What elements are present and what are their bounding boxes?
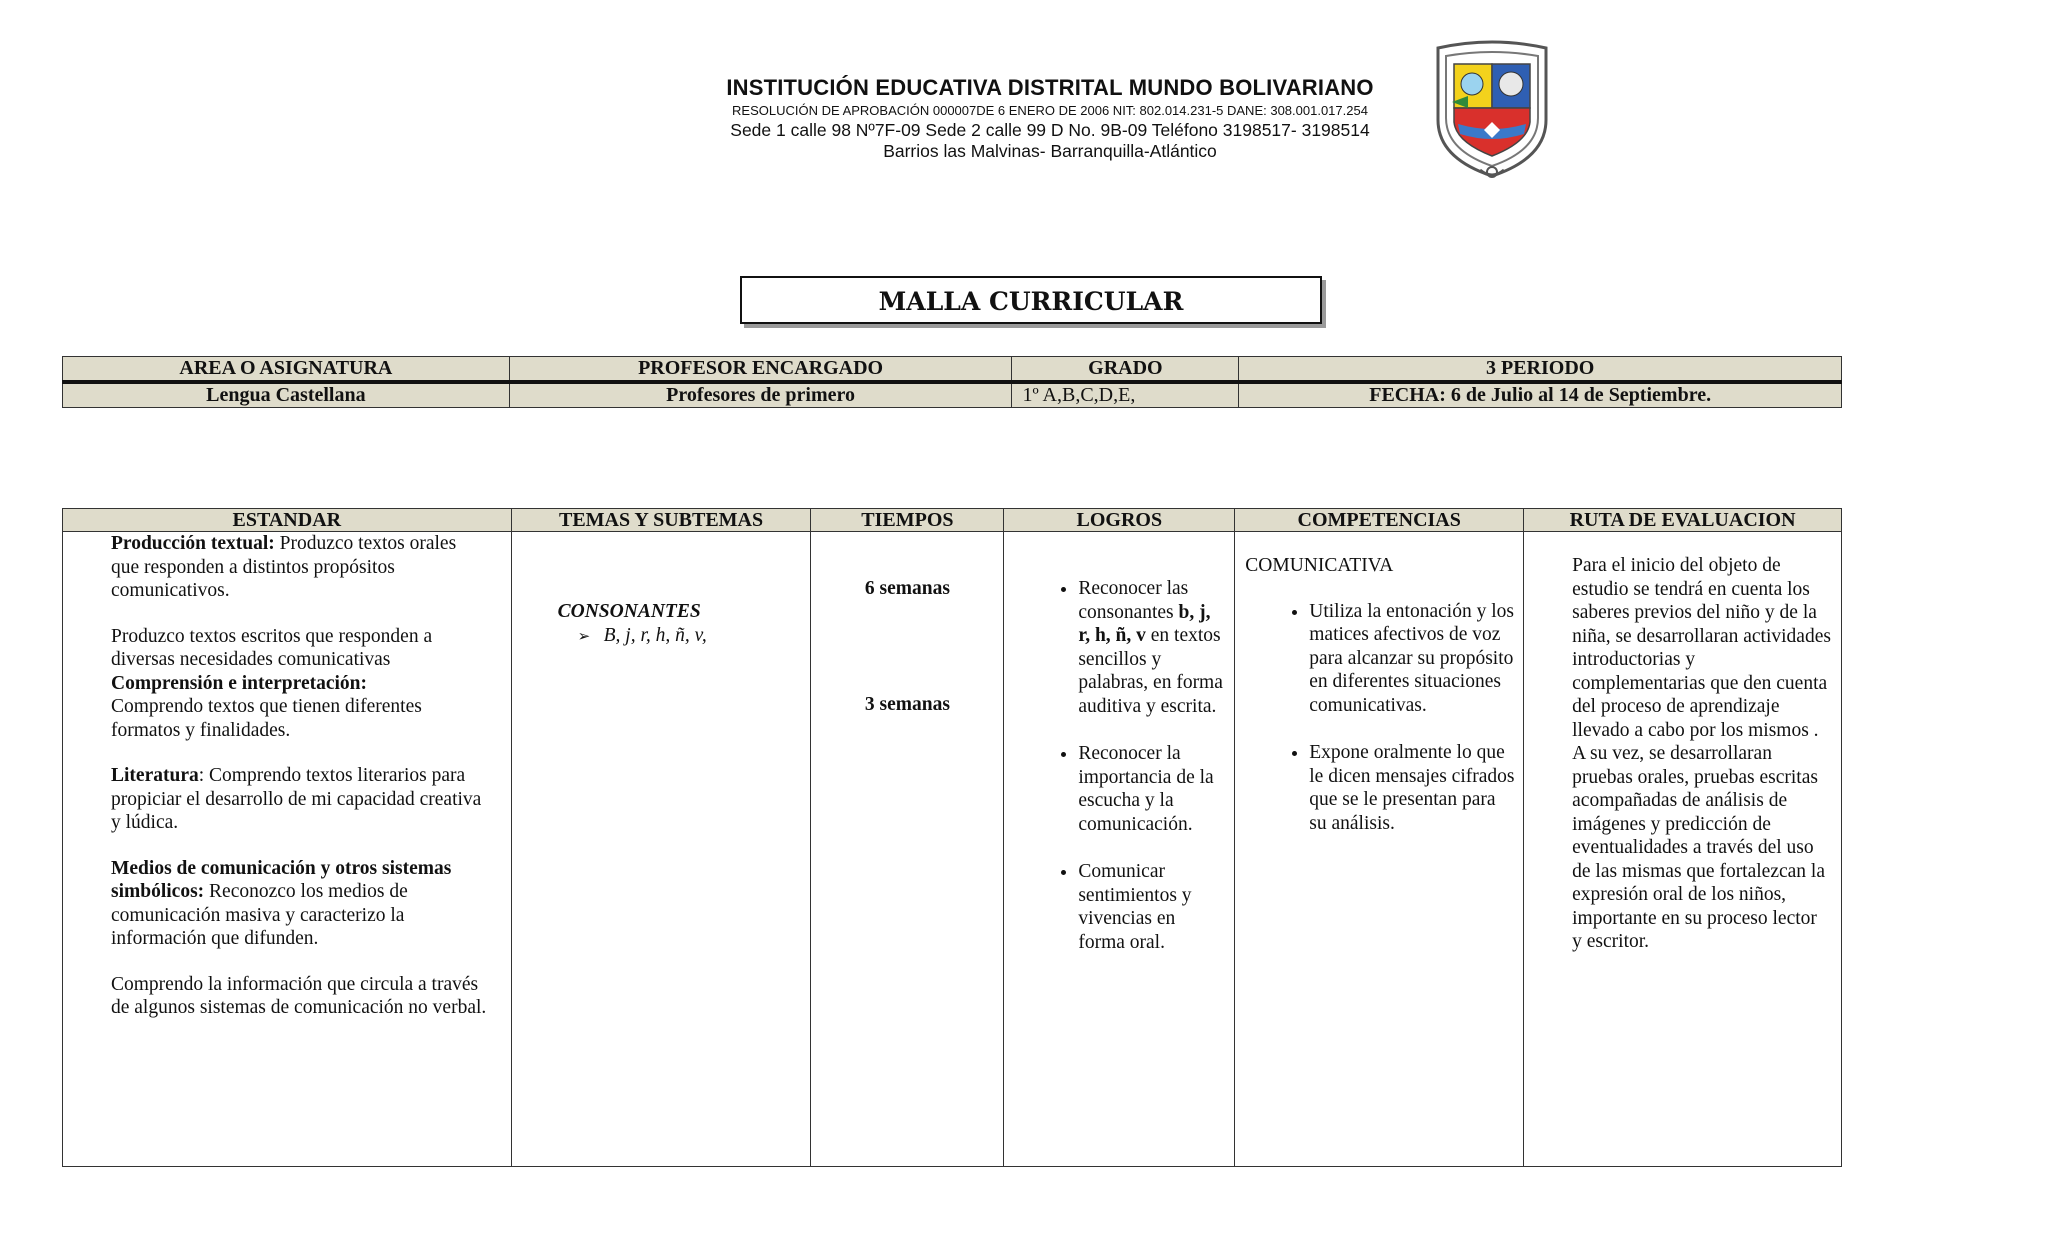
estandar-comprension: Comprensión e interpretación: Comprendo textos que tienen diferentes formatos y finalidades. <box>111 672 422 741</box>
temas-cell <box>511 532 811 1167</box>
period-header: 3 PERIODO <box>1239 357 1842 383</box>
temas-title: CONSONANTES <box>557 601 701 622</box>
competencia-heading: COMUNICATIVA <box>1245 555 1394 576</box>
competencias-cell <box>1235 532 1524 1167</box>
grade-header: GRADO <box>1012 357 1239 383</box>
col-temas: TEMAS Y SUBTEMAS <box>511 509 811 532</box>
info-value-row <box>63 382 1842 408</box>
course-info-table <box>62 356 1842 408</box>
logros-cell <box>1004 532 1235 1167</box>
curriculum-content-row <box>63 532 1842 1167</box>
logro-item: • Reconocer la importancia de la escucha y la comunicación. <box>1078 742 1226 836</box>
col-tiempos: TIEMPOS <box>811 509 1004 532</box>
school-crest-logo <box>1428 38 1556 183</box>
logro-item: • Comunicar sentimientos y vivencias en forma oral. <box>1078 860 1226 954</box>
area-value: Lengua Castellana <box>63 382 510 408</box>
tiempos-cell <box>811 532 1004 1167</box>
teacher-header: PROFESOR ENCARGADO <box>509 357 1012 383</box>
document-title: MALLA CURRICULAR <box>740 276 1322 324</box>
teacher-value: Profesores de primero <box>509 382 1012 408</box>
area-header: AREA O ASIGNATURA <box>63 357 510 383</box>
logro-item: • Reconocer las consonantes b, j, r, h, ñ, v en textos sencillos y palabras, en forma auditiva y escrita. <box>1078 577 1226 718</box>
estandar-cell <box>63 532 512 1167</box>
estandar-literatura: Literatura: Comprendo textos literarios para propiciar el desarrollo de mi capacidad creativa y lúdica. <box>111 765 482 833</box>
col-logros: LOGROS <box>1004 509 1235 532</box>
col-estandar: ESTANDAR <box>63 509 512 532</box>
grade-value: 1º A,B,C,D,E, <box>1012 382 1239 408</box>
estandar-produccion-oral: Producción textual: Produzco textos orales que responden a distintos propósitos comunicativos. <box>111 533 457 601</box>
col-ruta: RUTA DE EVALUACION <box>1524 509 1842 532</box>
competencia-item: • Utiliza la entonación y los matices afectivos de voz para alcanzar su propósito en diferentes situaciones comunicativas. <box>1309 600 1515 718</box>
ruta-cell <box>1524 532 1842 1167</box>
col-competencias: COMPETENCIAS <box>1235 509 1524 532</box>
curriculum-table <box>62 508 1842 1167</box>
competencia-item: • Expone oralmente lo que le dicen mensajes cifrados que se le presentan para su análisis. <box>1309 741 1515 835</box>
institution-name: INSTITUCIÓN EDUCATIVA DISTRITAL MUNDO BOLIVARIANO <box>726 75 1374 100</box>
estandar-produccion-escrita: Produzco textos escritos que responden a diversas necesidades comunicativas <box>111 625 433 670</box>
estandar-no-verbal: Comprendo la información que circula a través de algunos sistemas de comunicación no verbal. <box>111 973 487 1018</box>
location-line: Barrios las Malvinas- Barranquilla-Atlántico <box>883 141 1217 161</box>
school-header <box>600 74 1500 162</box>
date-value: FECHA: 6 de Julio al 14 de Septiembre. <box>1239 382 1842 408</box>
temas-item: ➢ B, j, r, h, ñ, v, <box>558 624 811 650</box>
competencias-list <box>1245 600 1515 836</box>
tiempo-1: 6 semanas <box>864 578 950 599</box>
logros-list <box>1046 577 1226 954</box>
ruta-text: Para el inicio del objeto de estudio se tendrá en cuenta los saberes previos del niño y de la niña, se desarrollaran actividades introductorias y complementarias que den cuenta del proceso de aprendizaje llevado a cabo por los mismos . A su vez, se desarrollaran pruebas orales, pruebas escritas acompañadas de análisis de imágenes y predicción de eventualidades a través del uso de las mismas que fortalezcan la expresión oral de los niños, importante en su proceso lector y escritor. <box>1572 555 1831 952</box>
tiempo-2: 3 semanas <box>864 693 950 715</box>
curriculum-header-row <box>63 509 1842 532</box>
info-header-row <box>63 357 1842 383</box>
resolution-line: RESOLUCIÓN DE APROBACIÓN 000007DE 6 ENERO DE 2006 NIT: 802.014.231-5 DANE: 308.001.017.254 <box>732 103 1368 118</box>
arrow-bullet-icon: ➢ <box>577 628 591 645</box>
estandar-medios: Medios de comunicación y otros sistemas simbólicos: Reconozco los medios de comunicación masiva y caracterizo la información que difunden. <box>111 857 452 949</box>
address-line: Sede 1 calle 98 Nº7F-09 Sede 2 calle 99 D No. 9B-09 Teléfono 3198517- 3198514 <box>730 120 1370 140</box>
